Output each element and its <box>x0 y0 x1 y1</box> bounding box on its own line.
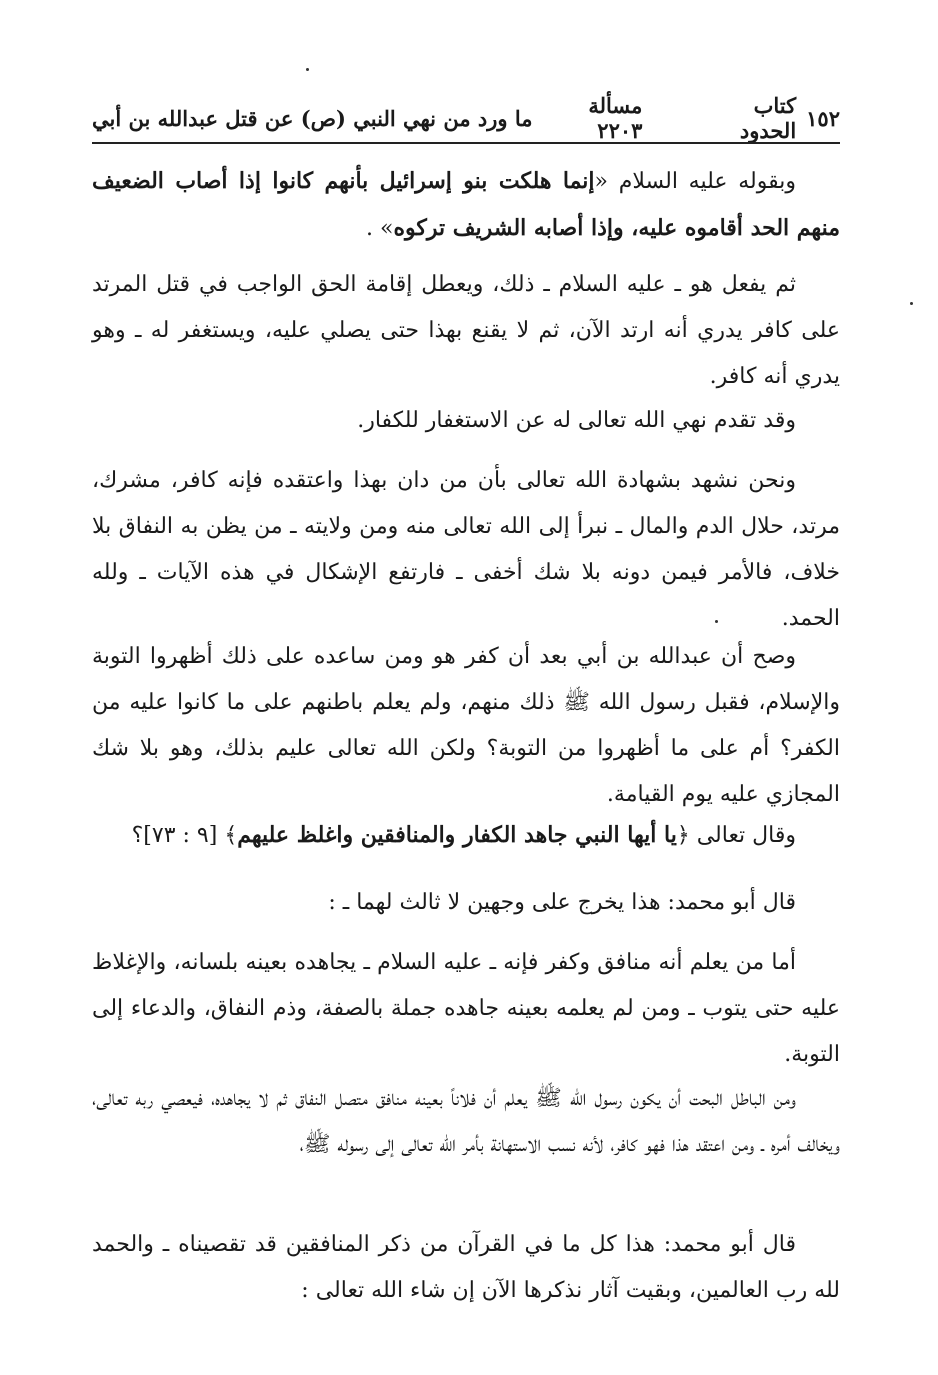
paragraph-5 <box>92 634 840 818</box>
paragraph-3-text: وقد تقدم نهي الله تعالى له عن الاستغفار للكفار. <box>357 408 796 433</box>
paragraph-1-lead: وبقوله عليه السلام « <box>594 169 796 194</box>
paragraph-6-tail: ﴾ [٩ : ٧٣]؟ <box>131 823 238 848</box>
paragraph-7-text: قال أبو محمد: هذا يخرج على وجهين لا ثالث لهما ـ : <box>328 890 796 915</box>
paragraph-6-lead: وقال تعالى ﴿ <box>676 823 796 848</box>
paragraph-9 <box>92 1076 840 1168</box>
book-title: كتاب الحدود <box>739 93 797 143</box>
paragraph-8 <box>92 940 840 1078</box>
running-header <box>92 93 840 143</box>
paragraph-4 <box>92 458 840 642</box>
paragraph-2 <box>92 262 840 400</box>
paragraph-9-text: ومن الباطل البحت أن يكون رسول الله ﷺ يعلم أن فلاناً بعينه منافق متصل النفاق ثم لا يجاهده، فيعصي ربه تعالى، ويخالف أمره ـ ومن اعتقد هذا فهو كافر، لأنه نسب الاستهانة بأمر الله تعالى إلى رسوله ﷺ، <box>92 1086 840 1157</box>
scan-speck <box>715 620 718 623</box>
paragraph-2-text: ثم يفعل هو ـ عليه السلام ـ ذلك، ويعطل إقامة الحق الواجب في قتل المرتد على كافر يدري أنه ارتد الآن، ثم لا يقنع بهذا حتى يصلي عليه، ويستغفر له ـ وهو يدري أنه كافر. <box>92 272 840 389</box>
scan-speck <box>306 68 309 71</box>
paragraph-10 <box>92 1222 840 1314</box>
scan-speck <box>910 302 913 305</box>
paragraph-1 <box>92 158 840 252</box>
paragraph-3 <box>92 398 840 444</box>
paragraph-8-text: أما من يعلم أنه منافق وكفر فإنه ـ عليه السلام ـ يجاهده بعينه بلسانه، والإغلاظ عليه حتى يتوب ـ ومن لم يعلمه بعينه جاهده جملة بالصفة، وذم النفاق، والدعاء إلى التوبة. <box>92 950 840 1067</box>
hadith-quote: إنما هلكت بنو إسرائيل بأنهم كانوا إذا أصاب الضعيف منهم الحد أقاموه عليه، وإذا أصابه الشريف تركوه <box>92 168 840 241</box>
issue-number: مسألة ٢٢٠٣ <box>588 93 643 143</box>
paragraph-6 <box>92 812 840 859</box>
paragraph-5-text: وصح أن عبدالله بن أبي بعد أن كفر هو ومن ساعده على ذلك أظهروا التوبة والإسلام، فقبل رسول الله ﷺ ذلك منهم، ولم يعلم باطنهم على ما كانوا عليه من الكفر؟ أم على ما أظهروا من التوبة؟ ولكن الله تعالى عليم بذلك، وهو بلا شك المجازي عليه يوم القيامة. <box>92 644 840 807</box>
paragraph-10-text: قال أبو محمد: هذا كل ما في القرآن من ذكر المنافقين قد تقصيناه ـ والحمد لله رب العالمين، وبقيت آثار نذكرها الآن إن شاء الله تعالى : <box>92 1232 840 1303</box>
paragraph-4-text: ونحن نشهد بشهادة الله تعالى بأن من دان بهذا واعتقده فإنه كافر، مشرك، مرتد، حلال الدم والمال ـ نبرأ إلى الله تعالى منه ومن ولايته ـ من يظن به النفاق بلا خلاف، فالأمر فيمن دونه بلا شك أخفى ـ فارتفع الإشكال في هذه الآيات ـ ولله الحمد. <box>92 468 840 631</box>
page-number: ١٥٢ <box>806 105 840 131</box>
quran-verse: يا أيها النبي جاهد الكفار والمنافقين واغلظ عليهم <box>237 822 677 848</box>
paragraph-7 <box>92 880 840 926</box>
paragraph-1-tail: » . <box>366 216 394 241</box>
section-title: ما ورد من نهي النبي (ص) عن قتل عبدالله بن أبي <box>92 105 533 131</box>
header-rule <box>92 142 840 144</box>
